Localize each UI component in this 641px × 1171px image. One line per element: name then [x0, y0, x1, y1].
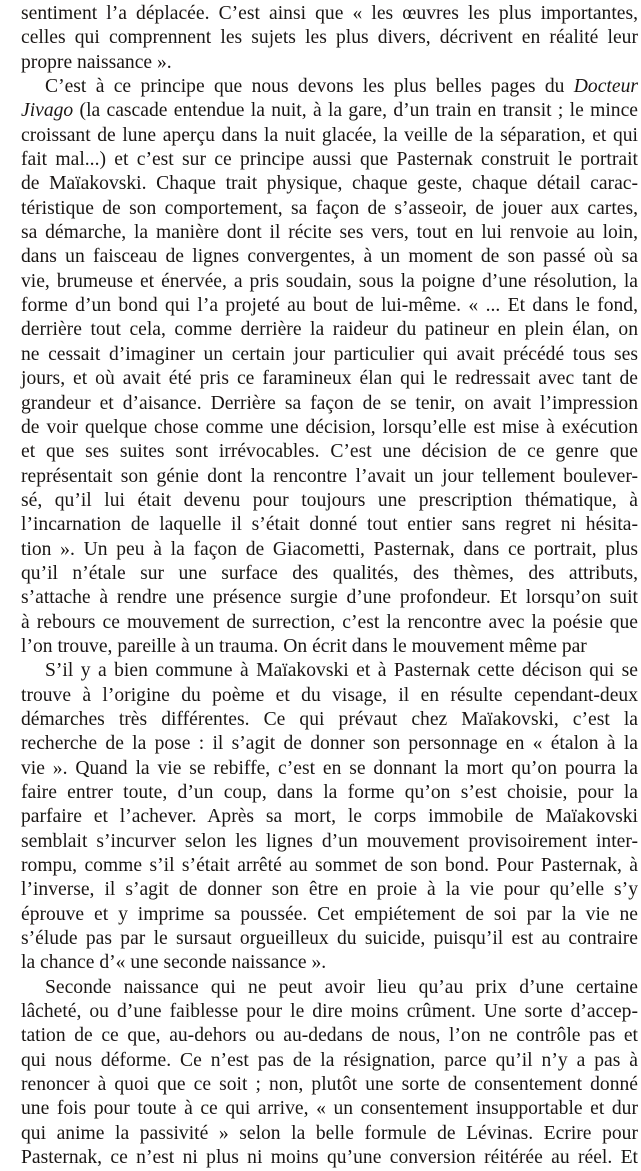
text-line: téristique de son comportement, sa façon de s’asseoir, de jouer aux cartes,: [21, 197, 638, 219]
book-title: Jivago: [21, 100, 74, 122]
text-line: la chance d’« une seconde naissance ».: [21, 952, 327, 974]
text-line: représentait son génie dont la rencontre l’avait un jour tellement boulever-: [21, 465, 638, 487]
text-line: C’est à ce principe que nous devons les plus belles pages du Docteur: [45, 76, 638, 98]
text-line: renoncer à quoi que ce soit ; non, plutôt une sorte de consentement donné: [21, 1074, 638, 1096]
text-line: fait mal...) et c’est sur ce principe aussi que Pasternak construit le portrait: [21, 149, 638, 171]
text-line: s’attache à rendre une présence surgie d’une profondeur. Et lorsqu’on suit: [21, 587, 638, 609]
text-line: sé, qu’il lui était devenu pour toujours une prescription thématique, à: [21, 489, 638, 511]
text-line: à rebours ce mouvement de surrection, c’est la rencontre avec la poésie que: [21, 611, 638, 633]
book-page: [21, 2, 638, 1171]
text-line: trouve à l’origine du poème et du visage, il en résulte cependant-deux: [21, 684, 638, 706]
text-line: parfaire et l’achever. Après sa mort, le corps immobile de Maïakovski: [21, 806, 638, 828]
text-line: une fois pour toute à ce qui arrive, « un consentement insupportable et dur: [21, 1098, 638, 1120]
text-line: sentiment l’a déplacée. C’est ainsi que « les œuvres les plus importantes,: [21, 3, 638, 24]
paragraph-3: [21, 659, 638, 975]
text-line: derrière tout cela, comme derrière la raideur du patineur en plein élan, on: [21, 319, 638, 341]
text-line: rompu, comme s’il s’était arrêté au sommet de son bond. Pour Pasternak, à: [21, 855, 638, 877]
text-line: qui nous déforme. Ce n’est pas de la résignation, parce qu’il n’y a pas à: [21, 1049, 638, 1071]
text-line: croissant de lune aperçu dans la nuit glacée, la veille de la séparation, et qui: [21, 124, 638, 146]
text-line: propre naissance ».: [21, 51, 172, 73]
text-line: semblait s’incurver selon les lignes d’un mouvement provisoirement inter-: [21, 830, 638, 852]
text-line: Seconde naissance qui ne peut avoir lieu qu’au prix d’une certaine: [45, 976, 638, 998]
text-line: l’inverse, il s’agit de donner son être en proie à la vie pour qu’elle s’y: [21, 879, 638, 901]
text-line: Pasternak, ce n’est ni plus ni moins qu’une conversion réitérée au réel. Et: [21, 1147, 638, 1169]
text-line: jours, et où avait été pris ce faramineux élan qui le redressait avec tant de: [21, 368, 638, 390]
text-line: l’on trouve, pareille à un trauma. On écrit dans le mouvement même par: [21, 635, 587, 657]
paragraph-4: [21, 976, 638, 1171]
text-line: de voir quelque chose comme une décision, lorsqu’elle est mise à exécution: [21, 416, 638, 438]
text-line: S’il y a bien commune à Maïakovski et à Pasternak cette décison qui se: [45, 660, 638, 682]
text-line: démarches très différentes. Ce qui prévaut chez Maïakovski, c’est la: [21, 708, 638, 730]
text-line: sa démarche, la manière dont il récite ses vers, tout en lui renvoie au loin,: [21, 222, 638, 244]
text-line: vie ». Quand la vie se rebiffe, c’est en se donnant la mort qu’on pourra la: [21, 757, 638, 779]
text-line: dans un faisceau de lignes convergentes, à un moment de son passé où sa: [21, 246, 638, 268]
paragraph-2: [21, 75, 638, 659]
text-line: lâcheté, ou d’une faiblesse pour le dire moins crûment. Une sorte d’accep-: [21, 1001, 638, 1023]
text-line: vie, brumeuse et énervée, a pris soudain, sous la poigne d’une résolution, la: [21, 270, 638, 292]
text-line: celles qui comprennent les sujets les plus divers, décrivent en réalité leur: [21, 27, 638, 49]
text-line: tation de ce que, au-dehors ou au-dedans de nous, l’on ne contrôle pas et: [21, 1025, 638, 1047]
text-line: grandeur et d’aisance. Derrière sa façon de se tenir, on avait l’impression: [21, 392, 638, 414]
text-line: l’incarnation de laquelle il s’était donné tout entier sans regret ni hésita-: [21, 514, 638, 536]
text-line: forme d’un bond qui l’a projeté au bout de lui-même. « ... Et dans le fond,: [21, 295, 638, 317]
book-title: Docteur: [573, 76, 638, 98]
text-line: Jivago (la cascade entendue la nuit, à la gare, d’un train en transit ; le mince: [21, 100, 638, 122]
text-line: éprouve et y imprime sa poussée. Cet empiétement de soi par la vie ne: [21, 903, 638, 925]
text-line: qu’il n’étale sur une surface des qualités, des thèmes, des attributs,: [21, 562, 638, 584]
text-line: s’élude pas par le sursaut orgueilleux du suicide, puisqu’il est au contraire: [21, 928, 638, 950]
paragraph-1: [21, 2, 638, 75]
text-line: et que ses suites sont irrévocables. C’est une décision de ce genre que: [21, 441, 638, 463]
text-line: de Maïakovski. Chaque trait physique, chaque geste, chaque détail carac-: [21, 173, 638, 195]
text-line: tion ». Un peu à la façon de Giacometti, Pasternak, dans ce portrait, plus: [21, 538, 638, 560]
text-line: qui anime la passivité » selon la belle formule de Lévinas. Ecrire pour: [21, 1122, 638, 1144]
text-line: ne cessait d’imaginer un certain jour particulier qui avait précédé tous ses: [21, 343, 638, 365]
text-line: faire entrer toute, d’un coup, dans la forme qu’on s’est choisie, pour la: [21, 782, 638, 803]
text-line: recherche de la pose : il s’agit de donner son personnage en « étalon à la: [21, 733, 638, 755]
